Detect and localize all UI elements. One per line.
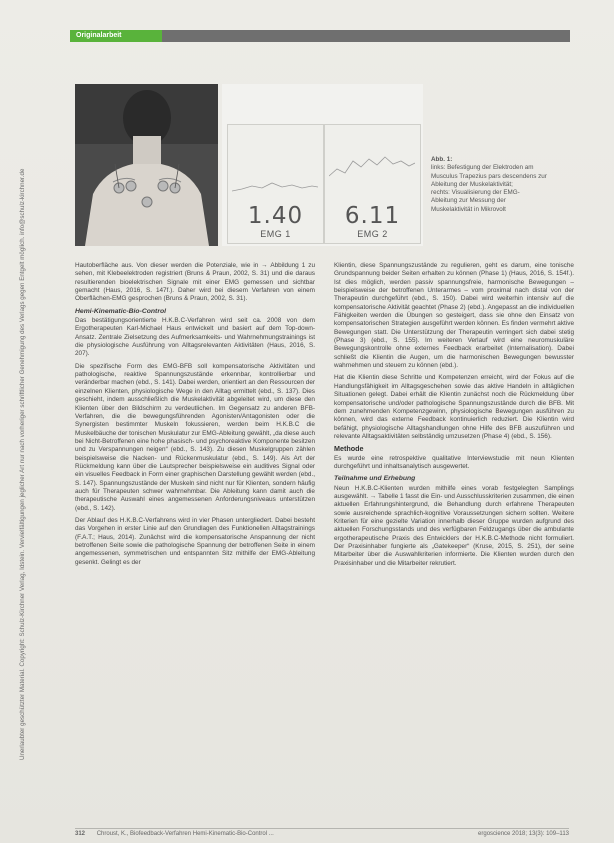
caption-line: Musculus Trapezius pars descendens zur: [431, 172, 547, 180]
footer-journal: ergoscience 2018; 13(3): 109–113: [478, 831, 569, 837]
emg-channel-2: [324, 124, 421, 244]
subheading-teilnahme: Teilnahme und Erhebung: [334, 475, 416, 483]
caption-title: Abb. 1:: [431, 156, 453, 163]
paragraph: Hat die Klientin diese Schritte und Kompetenzen erreicht, wird der Fokus auf die Handlungsfähigkeit im Alltagsgeschehen sowie das aktive Handeln in alltäglichen Situationen gelegt. Dabei erhält die Klientin zunächst noch die Rückmeldung über kompensatorische und/oder pathologische Spannungszustände durch die BFB. Mit dem zunehmenden Kompetenzgewinn, physiologische Bewegungen ausführen zu können, wird das externe Feedback kontinuierlich reduziert. Die Klientin wird befähigt, physiologische Alltagshandlungen ohne Hilfe des BFB auszuführen und relevante Alltagsaktivitäten selbständig umzusetzen (Phase 4) (ebd., S. 156).: [334, 374, 574, 440]
page-footer: [75, 828, 569, 837]
emg2-label: EMG 2: [357, 229, 388, 239]
footer-citation: Chroust, K., Biofeedback-Verfahren Hemi-Kinematic-Bio-Control ...: [96, 831, 274, 837]
left-column: [75, 262, 315, 571]
section-label: Originalarbeit: [70, 30, 162, 42]
emg-channel-1: [227, 124, 324, 244]
caption-line: Muskelaktivität in Mikrovolt: [431, 205, 506, 213]
paragraph: Es wurde eine retrospektive qualitative Interviewstudie mit neun Klienten durchgeführt und inhaltsanalytisch ausgewertet.: [334, 454, 574, 470]
page-number: 312: [75, 831, 86, 837]
emg1-label: EMG 1: [260, 229, 291, 239]
electrode-photo: [75, 84, 218, 246]
paragraph: Das bestätigungsorientierte H.K.B.C-Verfahren wird seit ca. 2008 von dem Ergotherapeuten Karl-Michael Haus entwickelt und basiert auf dem Top-down-Ansatz. Zentrale Zielsetzung des Aufmerksamkeits- und Wahrnehmungstrainings ist die physiologische Ausführung von Alltagsrelevanten Aktivitäten (Haus, 2016, S. 207).: [75, 317, 315, 358]
caption-line: rechts: Visualisierung der EMG-: [431, 189, 520, 197]
caption-line: Ableitung der Muskelaktivität;: [431, 180, 513, 188]
electrode-photo-illustration: [75, 84, 218, 246]
paragraph: Der Ablauf des H.K.B.C-Verfahrens wird in vier Phasen untergliedert. Dabei besteht das Vorgehen in erster Linie auf den Grundlagen des Funktionellen Alltagstrainings (F.A.T.; Haus, 2014). Zunächst wird die kompensatorische Anspannung der nicht betroffenen Seite sowie die pathologische Spannung der betroffenen Seite in einem angemessenen, symmetrischen und entspannten Sitz mithilfe der EMG-Ableitung gesenkt. Gelingt es der: [75, 516, 315, 566]
emg2-value: 6.11: [344, 203, 401, 229]
emg2-waveform: [329, 131, 415, 201]
paragraph: Klientin, diese Spannungszustände zu regulieren, geht es darum, eine tonische Grundspannung beider Seiten erhalten zu können (Phase 1) (Haus, 2016, S. 154f.). Ist dies möglich, werden passiv spannungsfreie, harmonische Bewegungen – beispielsweise der betroffenen Unterarmes – vom proximal nach distal von der Therapeutin durchgeführt (ebd., S. 150). Dabei wird weiterhin intensiv auf die kompensatorische Aktivität geachtet (Phase 2) (ebd.). Angepasst an die individuellen Fähigkeiten werden die Übungen so gesteigert, dass sie ohne den Einsatz von kompensatorischen Strategien ausgeführt werden können. Es finden vermehrt aktive Bewegungen statt. Die Unterstützung der Therapeutin verringert sich dabei stetig (Phase 3) (ebd., S. 155). Im weiteren Verlauf wird eine neuromuskuläre Bewegungskontrolle ohne externes Feedback erarbeitet (Internalisation). Dabei schließt die Klientin die Augen, um die harmonischen Bewegungen bewusster wahrnehmen und steuern zu können (ebd.).: [334, 262, 574, 370]
section-heading-methode: Methode: [334, 444, 364, 454]
emg1-value: 1.40: [247, 203, 304, 229]
right-column: [334, 262, 574, 572]
subheading-hkbc: Hemi-Kinematic-Bio-Control: [75, 307, 167, 315]
paragraph: Hautoberfläche aus. Von dieser werden die Potenziale, wie in → Abbildung 1 zu sehen, mit Klebeelektroden registriert (Bruns & Praun, 2002, S. 31) und die daraus resultierenden bioelektrischen Signale mit einer EMG gemessen und sichtbar gemacht (Haus, 2016, S. 147f.). Daher wird bei diesem Verfahren von einem Oberflächen-EMG gesprochen (Bruns & Praun, 2002, S. 31).: [75, 262, 315, 303]
copyright-sidebar: Unerlaubter geschützter Material. Copyright: Schulz-Kirchner Verlag, Idstein. Vervielfältigungen jeglicher Art nur nach vorheriger schriftlicher Genehmigung des Verlags gegen Entgelt möglich. info@schulz-kirchner.de: [19, 168, 26, 760]
caption-line: links: Befestigung der Elektroden am: [431, 164, 534, 172]
caption-line: Ableitung zur Messung der: [431, 197, 506, 205]
emg-display: [222, 84, 423, 246]
paragraph: Neun H.K.B.C-Klienten wurden mithilfe eines vorab festgelegten Samplings ausgewählt. → Tabelle 1 fasst die Ein- und Ausschlusskriterien zusammen, die einen aktuellen Erfahrungshintergrund, die Behandlung durch erfahrene Therapeuten sowie ausreichende sprachlich-kognitive Voraussetzungen sichern sollten. Weitere Kriterien für eine gezielte Variation innerhalb dieser Gruppe wurden aufgrund des aktuellen Forschungsstands und des verfügbaren Feldzugangs über die ambulante ergotherapeutische Praxis des Entwicklers der H.K.B.C-Methode nicht formuliert. Der Praxisinhaber fungierte als „Gatekeeper“ (Kruse, 2015, S. 251), der seine Mitarbeiter über die Auswahlkriterien informierte. Die Klienten wurden durch den Praxisinhaber und die Mitarbeiter rekrutiert.: [334, 484, 574, 567]
paragraph: Die spezifische Form des EMG-BFB soll kompensatorische Aktivitäten und pathologische, reaktive Spannungszustände erkennbar, kontrollierbar und veränderbar machen (ebd., S. 141). Dabei werden, orientiert an den Ressourcen der einzelnen Klienten, physiologische Wege in den Alltag ermittelt (ebd., S. 137). Dies geschieht, indem ausschließlich die Muskelaktivität abgeleitet wird, um diese den Klienten über den Bildschirm zu verdeutlichen. Im Gegensatz zu anderen BFB-Verfahren, die die bewegungsführenden Agonisten/Antagonisten oder die Synergisten bestimmter Muskeln fokussieren, werden beim H.K.B.C die Muskelbäuche der tonischen Muskulatur zur EMG-Ableitung gewählt, „da diese auch bei Nicht-Betroffenen eine hohe phasisch- und psychoreaktive Komponente besitzen und zu Verspannungen neigen“ (ebd., S. 143). Zu diesen Muskelgruppen zählen beispielsweise die Nacken- und Rückenmuskulatur (ebd., S. 149). Als Art der Rückmeldung kann über die Lautsprecher beispielsweise ein auditives Signal oder ein visuelles Feedback in Form einer graphischen Darstellung gewählt werden (ebd., S. 147). Spannungszustände der Muskeln sind nicht nur für Klienten, sondern häufig auch für Therapeuten schwer wahrnehmbar. Die Ableitung kann damit auch die therapeutische Auswahl eines angemessenen Anforderungsniveaus unterstützen (ebd., S. 142).: [75, 362, 315, 512]
emg1-waveform: [232, 131, 318, 201]
figure-caption: [431, 156, 567, 214]
